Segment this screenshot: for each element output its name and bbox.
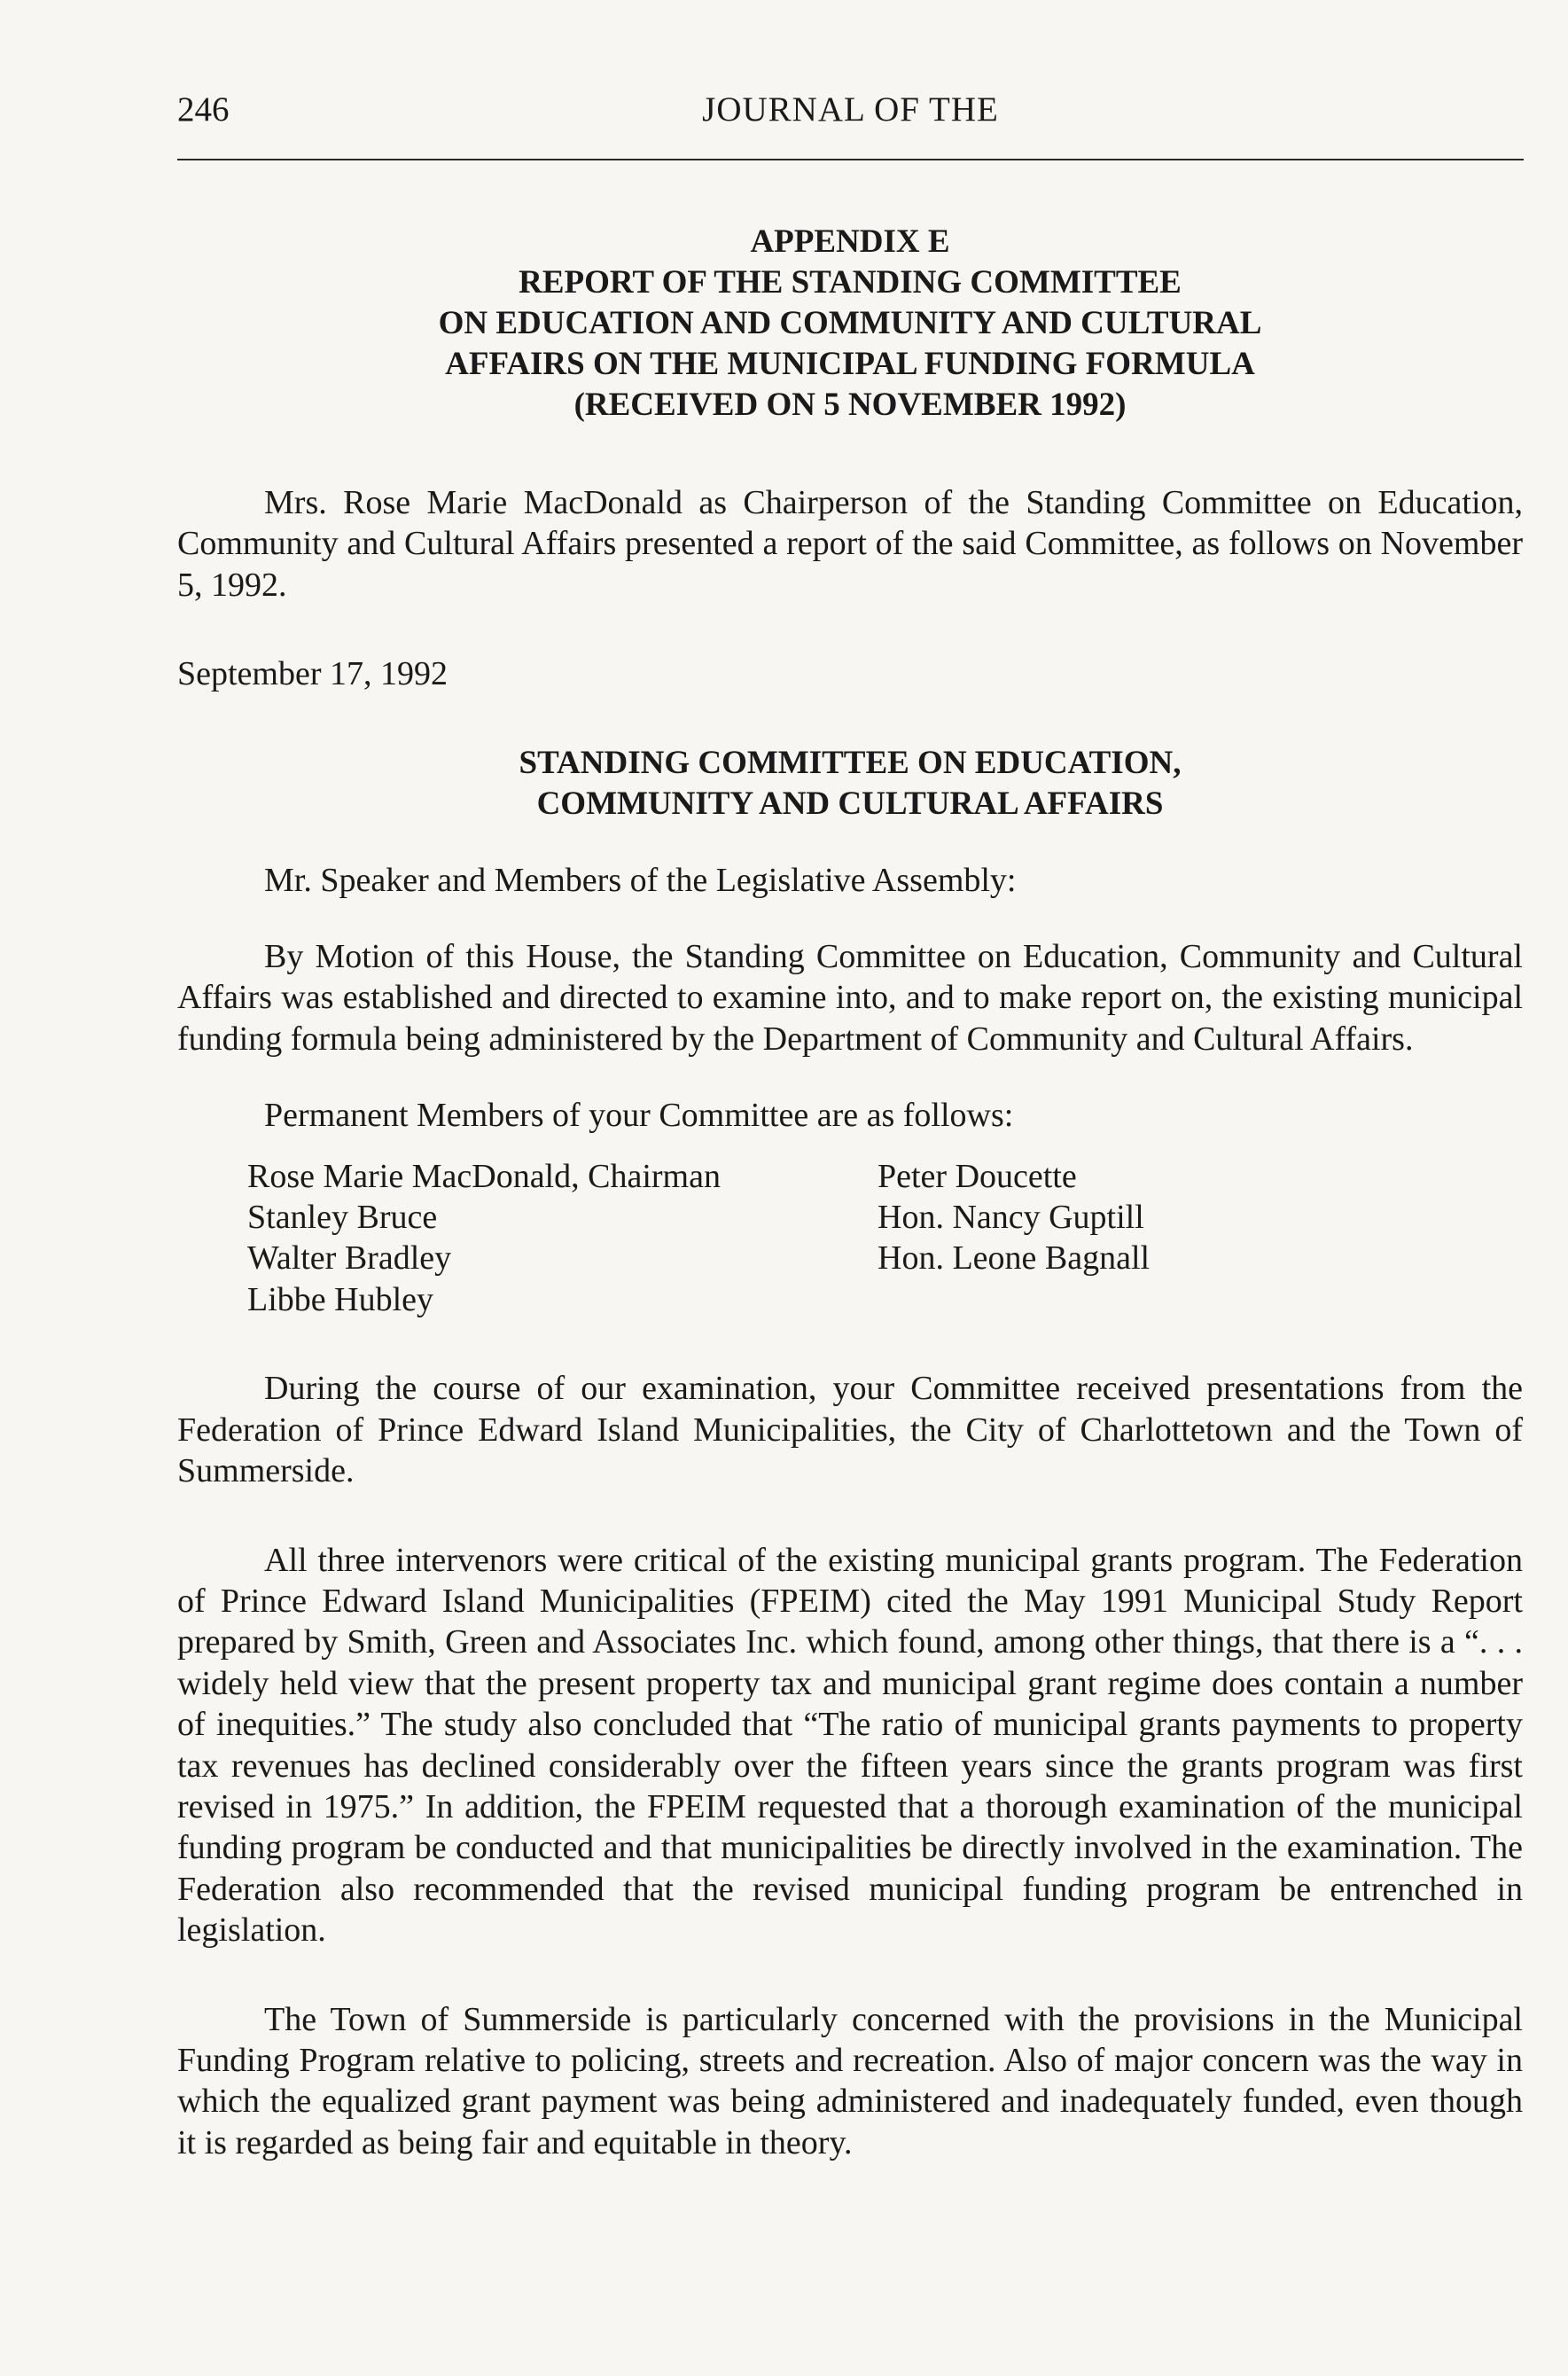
member-row (247, 1156, 1523, 1197)
appendix-title: APPENDIX E (750, 223, 950, 260)
salutation: Mr. Speaker and Members of the Legislative Assembly: (264, 861, 1017, 899)
member-name: Libbe Hubley (247, 1280, 434, 1318)
member-name: Stanley Bruce (247, 1199, 438, 1237)
page-number: 246 (177, 90, 230, 129)
intervenors-paragraph: All three intervenors were critical of the existing municipal grants program. The Federation of Prince Edward Island Municipalities (FPEIM) cited the May 1991 Municipal Study Report prepared by Smith, Green and Associates Inc. which found, among other things, that there is a “. . . widely held view that the present property tax and municipal grant regime does contain a number of inequities.” The study also concluded that “The ratio of municipal grants payments to property tax revenues has declined considerably over the fifteen years since the grants program was first revised in 1975.” In addition, the FPEIM requested that a thorough examination of the municipal funding program be conducted and that municipalities be directly involved in the examination. The Federation also recommended that the revised municipal funding program be entrenched in legislation. (177, 1541, 1523, 1950)
page-header (177, 90, 1524, 152)
member-name (878, 1279, 1523, 1320)
member-name: Hon. Nancy Guptill (878, 1199, 1144, 1237)
member-row (247, 1279, 1523, 1320)
member-row (247, 1238, 1523, 1278)
report-title-line-3: AFFAIRS ON THE MUNICIPAL FUNDING FORMULA (445, 346, 1255, 382)
member-name: Hon. Leone Bagnall (878, 1239, 1151, 1278)
member-name: Walter Bradley (247, 1239, 452, 1278)
header-rule (177, 159, 1524, 160)
received-date-heading: (RECEIVED ON 5 NOVEMBER 1992) (573, 387, 1127, 423)
member-name: Rose Marie MacDonald, Chairman (247, 1157, 721, 1195)
report-date: September 17, 1992 (177, 655, 449, 693)
motion-paragraph: By Motion of this House, the Standing Committee on Education, Community and Cultural Affairs was established and directed to examine into, and to make report on, the existing municipal funding formula being administered by the Department of Community and Cultural Affairs. (177, 938, 1523, 1058)
committee-heading (177, 743, 1523, 825)
page-body (177, 222, 1523, 2163)
presentations-paragraph: During the course of our examination, your Committee received presentations from the Federation of Prince Edward Island Municipalities, the City of Charlottetown and the Town of Summerside. (177, 1370, 1523, 1490)
members-list (247, 1156, 1523, 1321)
committee-heading-line-2: COMMUNITY AND CULTURAL AFFAIRS (536, 785, 1164, 822)
report-title-line-1: REPORT OF THE STANDING COMMITTEE (519, 264, 1182, 301)
intro-paragraph: Mrs. Rose Marie MacDonald as Chairperson of the Standing Committee on Education, Community and Cultural Affairs presented a report of the said Committee, as follows on November 5, 1992. (177, 484, 1523, 604)
committee-heading-line-1: STANDING COMMITTEE ON EDUCATION, (519, 744, 1182, 781)
member-row (247, 1197, 1523, 1238)
appendix-heading (177, 222, 1523, 426)
report-title-line-2: ON EDUCATION AND COMMUNITY AND CULTURAL (438, 305, 1262, 341)
summerside-paragraph: The Town of Summerside is particularly concerned with the provisions in the Municipal Funding Program relative to policing, streets and recreation. Also of major concern was the way in which the equalized grant payment was being administered and inadequately funded, even though it is regarded as being fair and equitable in theory. (177, 2000, 1523, 2161)
members-intro: Permanent Members of your Committee are as follows: (264, 1097, 1014, 1135)
running-title: JOURNAL OF THE (702, 90, 999, 129)
member-name: Peter Doucette (878, 1157, 1077, 1195)
